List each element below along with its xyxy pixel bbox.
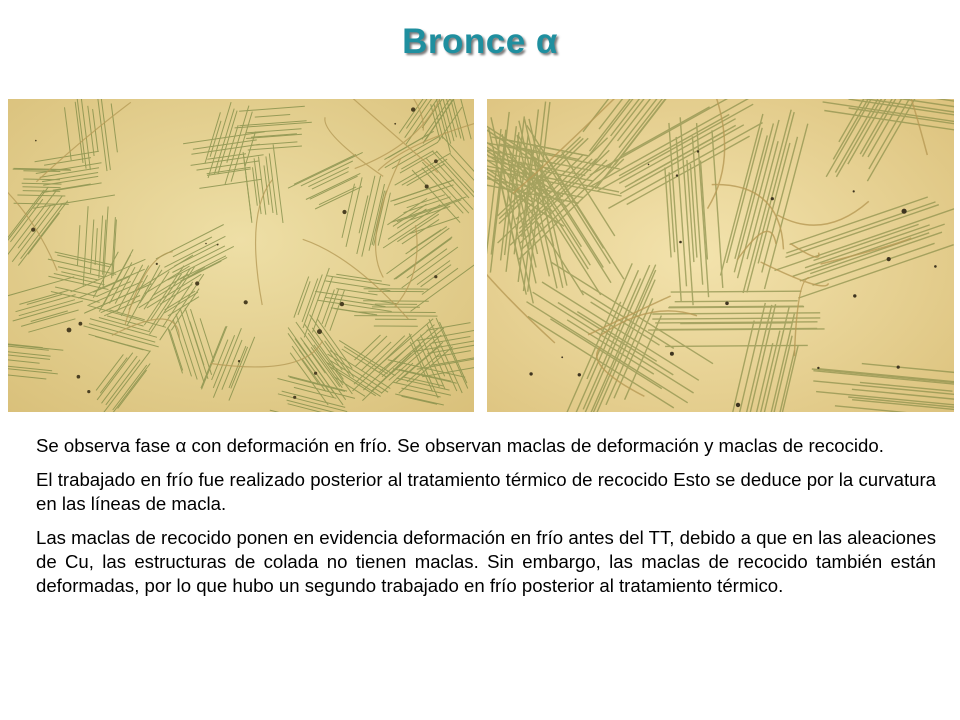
micrograph-200x: [8, 99, 474, 412]
inclusion-dot: [434, 159, 438, 163]
description-text: [36, 434, 936, 608]
inclusion-dot: [293, 396, 296, 399]
inclusion-dot: [434, 275, 437, 278]
inclusion-dot: [529, 372, 532, 375]
inclusion-dot: [697, 150, 699, 152]
inclusion-dot: [887, 257, 891, 261]
inclusion-dot: [679, 241, 682, 244]
inclusion-dot: [87, 390, 90, 393]
inclusion-dot: [314, 372, 317, 375]
inclusion-dot: [195, 281, 199, 285]
inclusion-dot: [897, 366, 900, 369]
inclusion-dot: [342, 210, 346, 214]
micrograph-500x-texture: [487, 99, 954, 412]
paragraph-3: Las maclas de recocido ponen en evidencia deformación en frío antes del TT, debido a que en las aleaciones de Cu, las estructuras de colada no tienen maclas. Sin embargo, las maclas de recocido también están deformadas, por lo que hubo un segundo trabajado en frío posterior al tratamiento térmico.: [36, 527, 936, 596]
inclusion-dot: [561, 356, 563, 358]
inclusion-dot: [771, 197, 774, 200]
inclusion-dot: [817, 367, 819, 369]
twin-line: [356, 312, 436, 313]
twin-line: [671, 291, 802, 292]
inclusion-dot: [736, 403, 740, 407]
inclusion-dot: [902, 209, 907, 214]
inclusion-dot: [425, 185, 429, 189]
inclusion-dot: [648, 164, 650, 166]
inclusion-dot: [725, 302, 729, 306]
inclusion-dot: [79, 322, 83, 326]
micrograph-500x: [487, 99, 954, 412]
inclusion-dot: [35, 140, 37, 142]
inclusion-dot: [676, 174, 678, 176]
inclusion-dot: [244, 300, 248, 304]
inclusion-dot: [205, 243, 207, 245]
inclusion-dot: [578, 373, 581, 376]
inclusion-dot: [394, 123, 396, 125]
paragraph-1: Se observa fase α con deformación en frío. Se observan maclas de deformación y maclas de recocido.: [36, 435, 884, 456]
inclusion-dot: [340, 302, 344, 306]
inclusion-dot: [670, 352, 674, 356]
inclusion-dot: [934, 265, 937, 268]
inclusion-dot: [77, 375, 81, 379]
micrograph-200x-texture: [8, 99, 474, 412]
inclusion-dot: [31, 228, 35, 232]
inclusion-dot: [853, 190, 855, 192]
inclusion-dot: [217, 244, 219, 246]
inclusion-dot: [238, 360, 240, 362]
paragraph-2: El trabajado en frío fue realizado posterior al tratamiento térmico de recocido Esto se deduce por la curvatura en las líneas de macla.: [36, 469, 936, 514]
inclusion-dot: [411, 107, 415, 111]
twin-line: [354, 316, 437, 317]
inclusion-dot: [67, 328, 72, 333]
inclusion-dot: [317, 329, 322, 334]
inclusion-dot: [853, 294, 856, 297]
slide-title: Bronce α: [402, 22, 558, 61]
inclusion-dot: [156, 263, 158, 265]
